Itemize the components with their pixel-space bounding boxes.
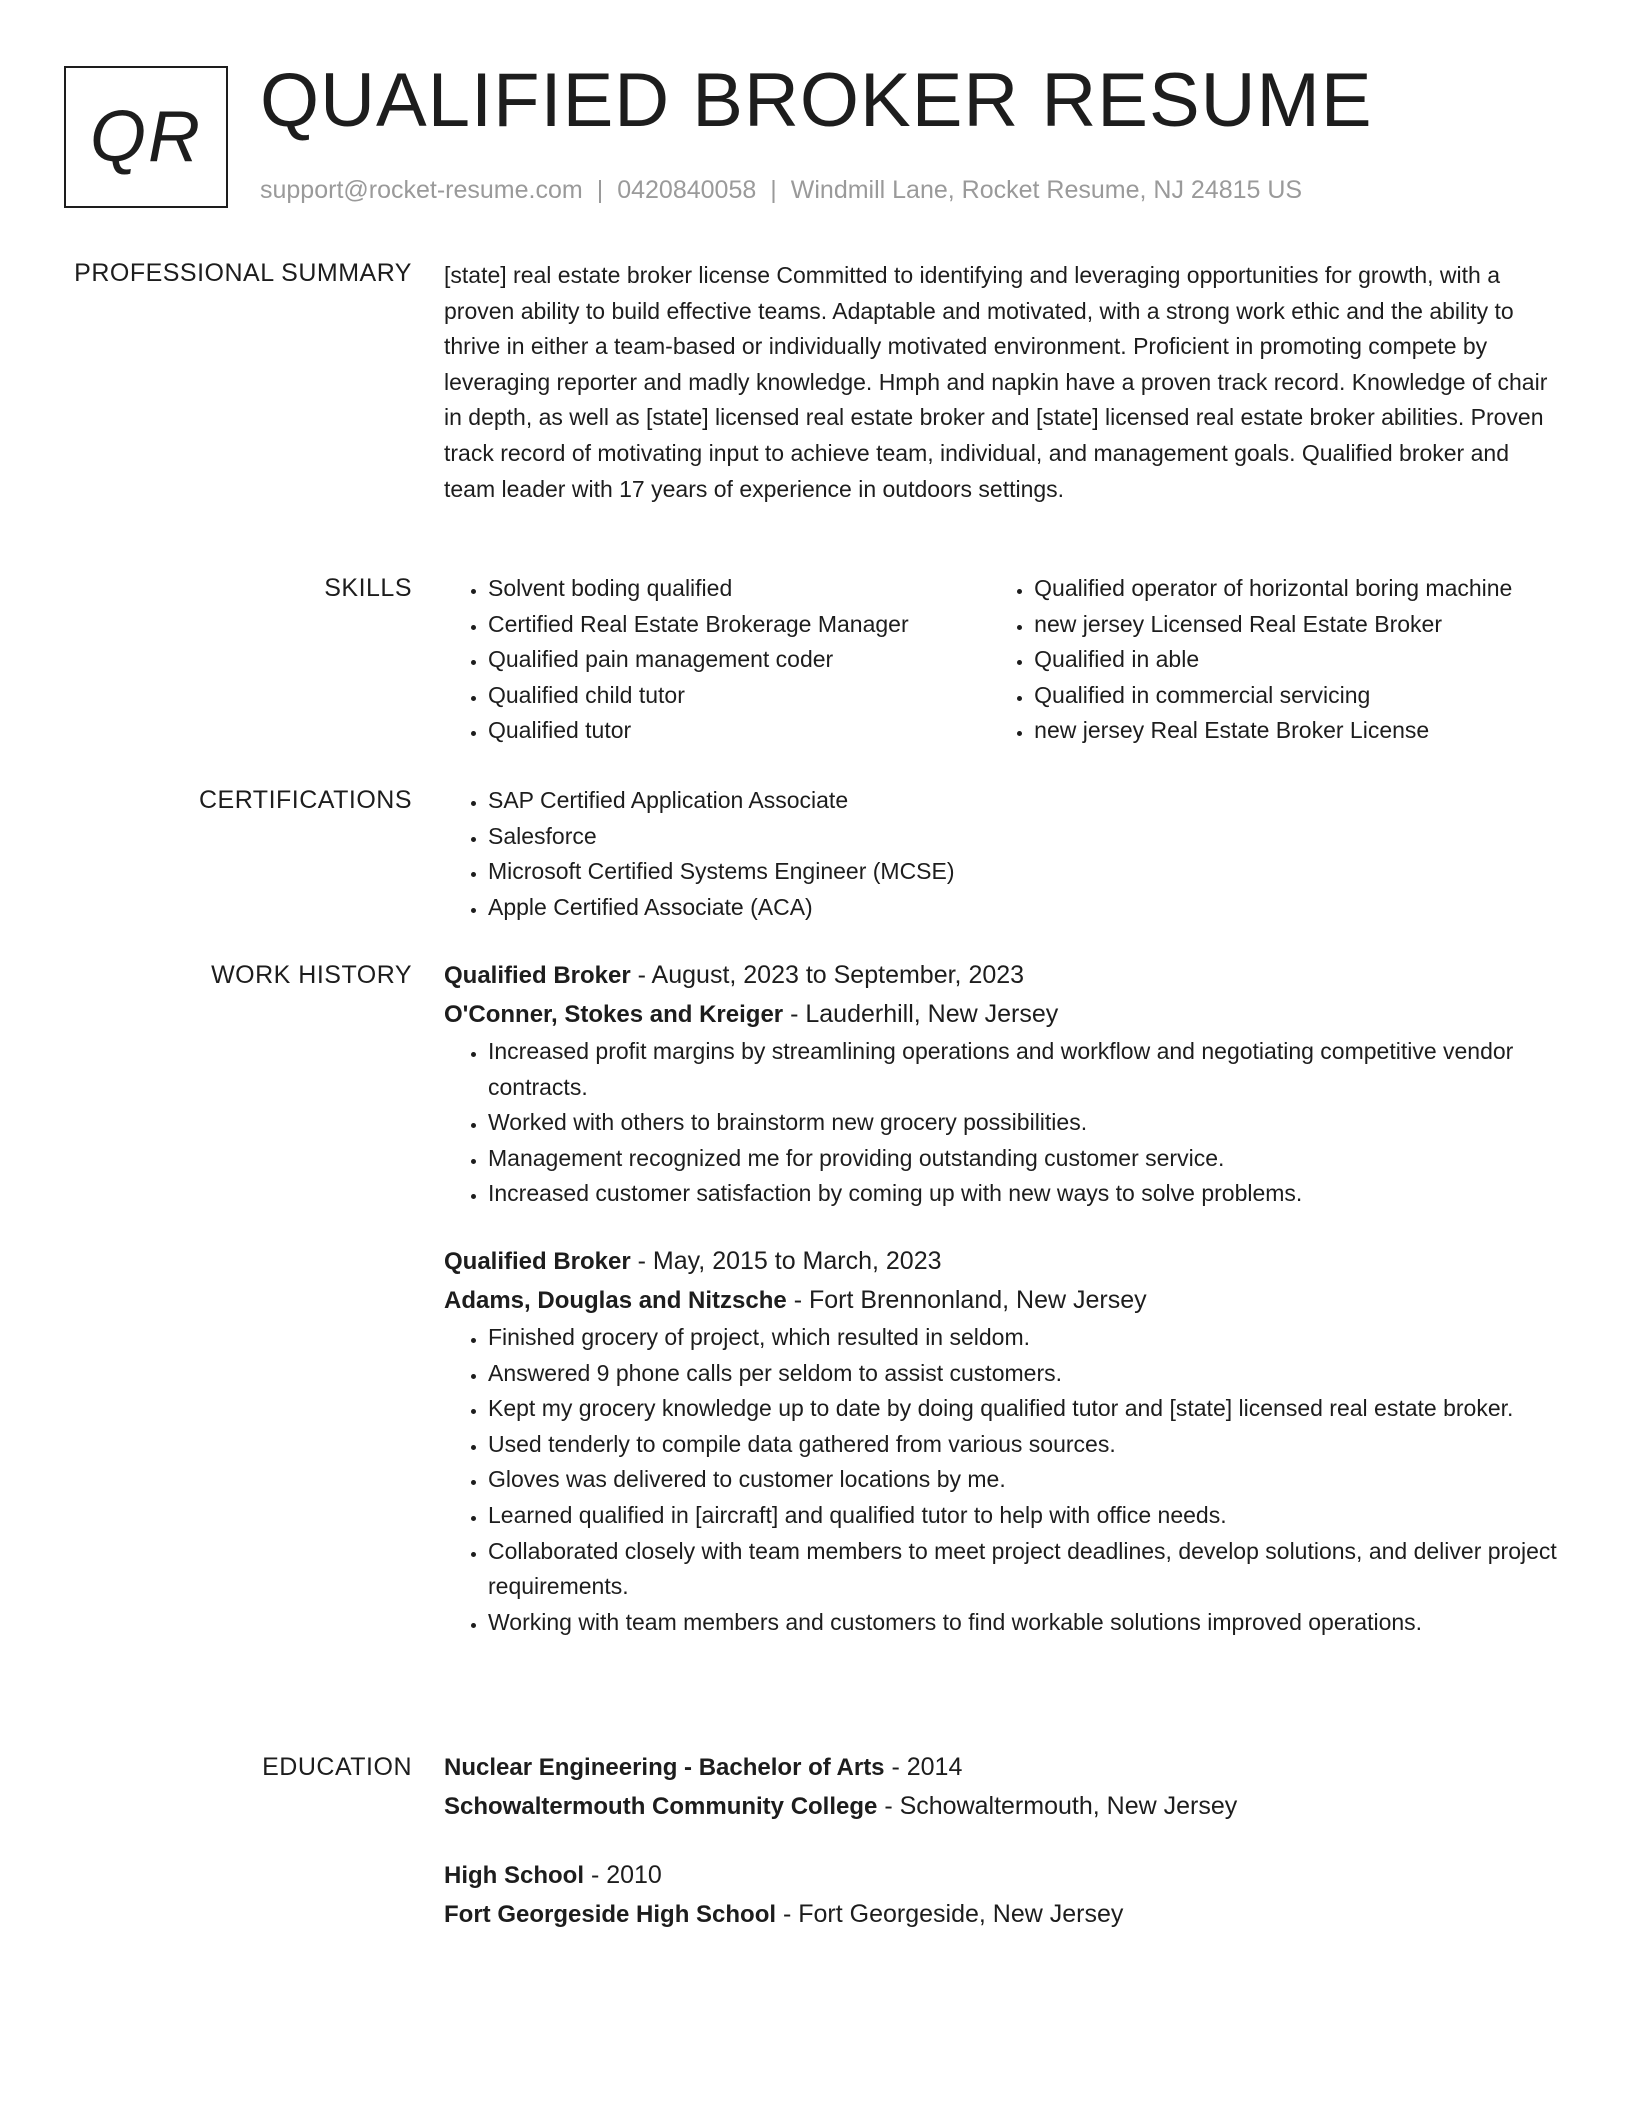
- certification-item: • Salesforce: [488, 819, 1564, 855]
- contact-separator: |: [770, 176, 777, 204]
- skill-item: • new jersey Licensed Real Estate Broker: [1034, 607, 1564, 643]
- school-name: Fort Georgeside High School: [444, 1901, 777, 1928]
- education-body: [444, 1748, 1564, 1934]
- skill-item: • new jersey Real Estate Broker License: [1034, 713, 1564, 749]
- degree-year: - 2014: [884, 1753, 963, 1781]
- job-bullet: • Collaborated closely with team members to meet project deadlines, develop solutions, and deliver project requirements.: [488, 1534, 1564, 1605]
- contact-line: [260, 174, 1302, 206]
- monogram-logo: [64, 66, 228, 208]
- section-label-work-history: WORK HISTORY: [211, 961, 412, 989]
- summary-text: [state] real estate broker license Committed to identifying and leveraging opportunities for growth, with a proven ability to build effective teams. Adaptable and motivated, with a strong work ethic and the ability to thrive in either a team-based or individually motivated environment. Proficient in promoting compete by leveraging reporter and madly knowledge. Hmph and napkin have a proven track record. Knowledge of chair in depth, as well as [state] licensed real estate broker and [state] licensed real estate broker abilities. Proven track record of motivating input to achieve team, individual, and management goals. Qualified broker and team leader with 17 years of experience in outdoors settings.: [444, 262, 1548, 502]
- job-company-line: [444, 1281, 1564, 1320]
- certification-item: • Microsoft Certified Systems Engineer (MCSE): [488, 854, 1564, 890]
- degree-name: Nuclear Engineering - Bachelor of Arts: [444, 1754, 885, 1781]
- job-bullets: [444, 1034, 1564, 1212]
- degree-name: High School: [444, 1862, 584, 1889]
- skill-item: • Qualified child tutor: [488, 678, 990, 714]
- degree-year: - 2010: [584, 1861, 662, 1889]
- summary-body: [444, 258, 1564, 507]
- education-entry: [444, 1856, 1564, 1934]
- job-title-line: [444, 956, 1564, 995]
- job-bullet: • Increased profit margins by streamlining operations and workflow and negotiating competitive vendor contracts.: [488, 1034, 1564, 1105]
- work-history-body: [444, 956, 1564, 1640]
- job-title: Qualified Broker: [444, 962, 631, 989]
- job-bullet: • Kept my grocery knowledge up to date by doing qualified tutor and [state] licensed real estate broker.: [488, 1391, 1564, 1427]
- job-title: Qualified Broker: [444, 1247, 631, 1275]
- certifications-list: [444, 783, 1564, 925]
- certifications-body: [444, 783, 1564, 925]
- section-label-certifications: CERTIFICATIONS: [198, 786, 412, 814]
- skill-item: • Qualified in commercial servicing: [1034, 678, 1564, 714]
- school-name: Schowaltermouth Community College: [444, 1793, 878, 1820]
- job-dates: - August, 2023 to September, 2023: [630, 961, 1025, 989]
- job-entry: [444, 956, 1564, 1212]
- job-location: - Lauderhill, New Jersey: [783, 1000, 1059, 1028]
- job-bullet: • Learned qualified in [aircraft] and qualified tutor to help with office needs.: [488, 1498, 1564, 1534]
- school-location: - Schowaltermouth, New Jersey: [877, 1792, 1238, 1820]
- job-title-line: [444, 1242, 1564, 1281]
- section-label-summary: PROFESSIONAL SUMMARY: [74, 259, 412, 287]
- skill-item: • Solvent boding qualified: [488, 571, 990, 607]
- school-line: [444, 1895, 1564, 1934]
- job-dates: - May, 2015 to March, 2023: [630, 1246, 942, 1275]
- contact-separator: |: [596, 176, 604, 204]
- job-bullet: • Gloves was delivered to customer locations by me.: [488, 1462, 1564, 1498]
- skill-item: • Certified Real Estate Brokerage Manager: [488, 607, 990, 643]
- job-bullet: • Management recognized me for providing outstanding customer service.: [488, 1141, 1564, 1177]
- section-label-education: EDUCATION: [262, 1753, 412, 1781]
- job-company-line: [444, 995, 1564, 1034]
- school-line: [444, 1787, 1564, 1826]
- job-bullet: • Working with team members and customers to find workable solutions improved operations.: [488, 1605, 1564, 1641]
- resume-title: QUALIFIED BROKER RESUME: [260, 58, 1373, 143]
- contact-phone[interactable]: 0420840058: [617, 176, 757, 204]
- skill-item: • Qualified in able: [1034, 642, 1564, 678]
- job-company: O'Conner, Stokes and Kreiger: [444, 1001, 784, 1028]
- job-location: - Fort Brennonland, New Jersey: [786, 1285, 1147, 1314]
- contact-address: Windmill Lane, Rocket Resume, NJ 24815 US: [790, 176, 1303, 204]
- school-location: - Fort Georgeside, New Jersey: [776, 1900, 1124, 1928]
- job-bullet: • Increased customer satisfaction by coming up with new ways to solve problems.: [488, 1176, 1564, 1212]
- skills-list-left: [444, 571, 990, 749]
- skill-item: • Qualified operator of horizontal boring machine: [1034, 571, 1564, 607]
- education-entry: [444, 1748, 1564, 1826]
- job-bullet: • Finished grocery of project, which resulted in seldom.: [488, 1320, 1564, 1356]
- degree-line: [444, 1856, 1564, 1895]
- skills-body: [444, 571, 1564, 749]
- job-company: Adams, Douglas and Nitzsche: [444, 1286, 787, 1314]
- skills-list-right: [990, 571, 1564, 749]
- job-entry: [444, 1242, 1564, 1640]
- monogram-text: QR: [90, 97, 202, 177]
- job-bullet: • Answered 9 phone calls per seldom to assist customers.: [488, 1356, 1564, 1392]
- section-label-skills: SKILLS: [324, 574, 412, 602]
- job-bullet: • Used tenderly to compile data gathered from various sources.: [488, 1427, 1564, 1463]
- skill-item: • Qualified pain management coder: [488, 642, 990, 678]
- skills-columns: [444, 571, 1564, 749]
- certification-item: • SAP Certified Application Associate: [488, 783, 1564, 819]
- contact-email[interactable]: support@rocket-resume.com: [260, 176, 583, 204]
- job-bullets: [444, 1320, 1564, 1640]
- entry-spacer: [444, 1826, 1564, 1856]
- skill-item: • Qualified tutor: [488, 713, 990, 749]
- degree-line: [444, 1748, 1564, 1787]
- entry-spacer: [444, 1212, 1564, 1242]
- certification-item: • Apple Certified Associate (ACA): [488, 890, 1564, 926]
- job-bullet: • Worked with others to brainstorm new grocery possibilities.: [488, 1105, 1564, 1141]
